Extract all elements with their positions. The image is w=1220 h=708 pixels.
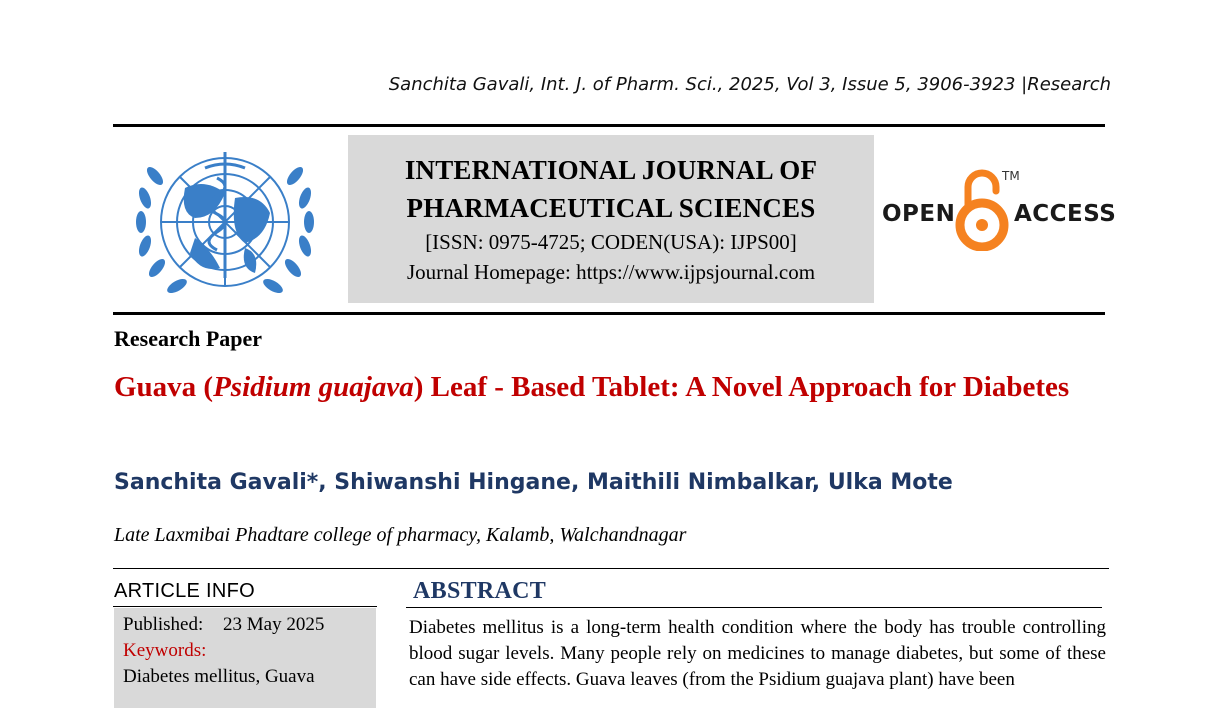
journal-issn: [ISSN: 0975-4725; CODEN(USA): IJPS00]	[425, 230, 797, 254]
open-access-trademark: TM	[1002, 169, 1020, 183]
published-date: 23 May 2025	[223, 614, 325, 635]
journal-title-line1: INTERNATIONAL JOURNAL OF	[404, 155, 818, 185]
article-title-post: ) Leaf - Based Tablet: A Novel Approach for Diabetes	[413, 371, 1070, 403]
article-authors: Sanchita Gavali*, Shiwanshi Hingane, Maithili Nimbalkar, Ulka Mote	[114, 470, 953, 495]
published-label: Published:	[123, 614, 204, 635]
abstract-heading: ABSTRACT	[413, 578, 547, 604]
journal-emblem-logo	[125, 138, 325, 306]
article-title-pre: Guava (	[114, 371, 214, 403]
article-type: Research Paper	[114, 326, 263, 351]
header-top-rule	[113, 124, 1105, 127]
article-affiliation: Late Laxmibai Phadtare college of pharmacy, Kalamb, Walchandnagar	[114, 524, 687, 546]
article-info-rule	[113, 606, 377, 607]
keywords-label: Keywords:	[123, 640, 207, 661]
abstract-rule	[406, 607, 1102, 608]
journal-homepage: Journal Homepage: https://www.ijpsjournal.com	[406, 260, 816, 284]
open-access-word-access: ACCESS	[1014, 201, 1117, 227]
article-title-species: Psidium guajava	[213, 371, 414, 403]
section-divider	[113, 568, 1109, 569]
article-info-box	[114, 608, 376, 708]
article-info-heading: ARTICLE INFO	[114, 580, 256, 602]
open-access-logo	[880, 165, 1117, 253]
published-row	[123, 612, 376, 638]
journal-title-line2: PHARMACEUTICAL SCIENCES	[406, 193, 816, 223]
abstract-text: Diabetes mellitus is a long-term health condition where the body has trouble controlling blood sugar levels. Many people rely on medicines to manage diabetes, but some of these can have side effects. Guava leaves (from the Psidium guajava plant) have been	[409, 617, 1106, 690]
header-bottom-rule	[113, 312, 1105, 315]
open-access-word-open: OPEN	[882, 201, 956, 227]
keywords-list: Diabetes mellitus, Guava	[123, 666, 315, 687]
running-header-citation: Sanchita Gavali, Int. J. of Pharm. Sci., 2025, Vol 3, Issue 5, 3906-3923 |Research	[388, 74, 1111, 95]
journal-title-box	[348, 135, 874, 303]
article-title	[114, 366, 1104, 408]
